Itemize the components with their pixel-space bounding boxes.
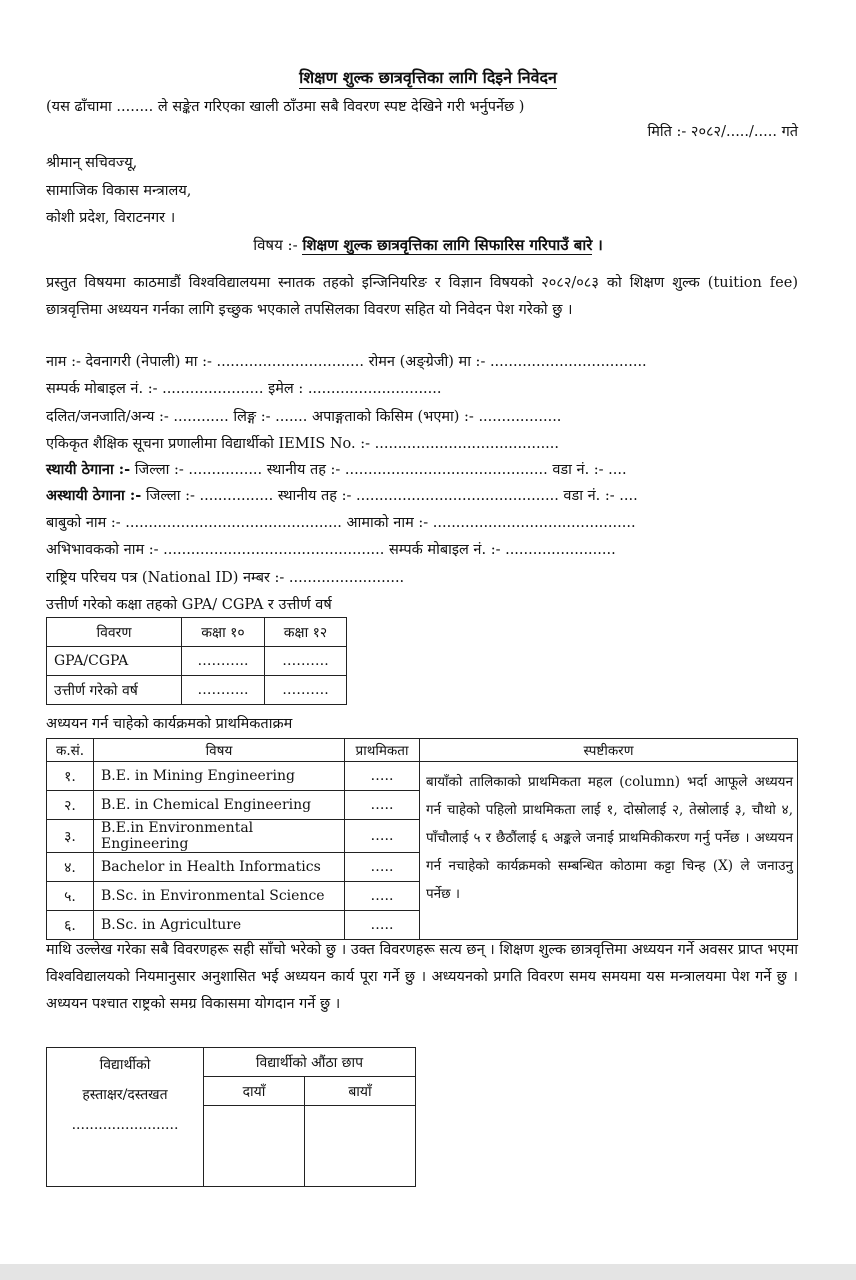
program-header-subject: विषय (94, 739, 345, 762)
subject-end: । (597, 236, 603, 254)
program-priority-cell[interactable]: ….. (345, 762, 420, 791)
left-thumb-box[interactable] (305, 1106, 416, 1187)
right-thumb-box[interactable] (204, 1106, 305, 1187)
gpa-header-detail: विवरण (47, 618, 182, 647)
student-signature-label-1: विद्यार्थीको (99, 1057, 151, 1073)
program-priority-cell[interactable]: ….. (345, 882, 420, 911)
signature-table (46, 1047, 416, 1187)
contact-field[interactable]: सम्पर्क मोबाइल नं. :- ...................... इमेल : ............................. (46, 381, 442, 397)
program-name: B.E. in Mining Engineering (94, 762, 345, 791)
temporary-address-blanks[interactable]: जिल्ला :- ................ स्थानीय तह :- ............................................ वडा नं. :- .... (141, 488, 638, 504)
declaration-paragraph: माथि उल्लेख गरेका सबै विवरणहरू सही साँचो भरेको छु । उक्त विवरणहरू सत्य छन् । शिक्षण शुल्क छात्रवृत्तिमा अध्ययन गर्ने अवसर प्राप्त भएमा विश्वविद्यालयको नियमानुसार अनुशासित भई अध्ययन कार्य पूरा गर्ने छु । अध्ययनको प्रगति विवरण समय समयमा यस मन्त्रालयमा पेश गर्ने छु । अध्ययन पश्चात राष्ट्रको समग्र विकासमा योगदान गर्ने छु । (46, 942, 798, 1012)
program-header-explanation: स्पष्टीकरण (420, 739, 798, 762)
address-line-1: श्रीमान् सचिवज्यू, (46, 155, 138, 171)
temporary-address-label: अस्थायी ठेगाना :- (46, 487, 142, 504)
program-sn: १. (47, 762, 94, 791)
gpa-class12-cell[interactable]: ………. (265, 647, 347, 676)
program-priority-cell[interactable]: ….. (345, 820, 420, 853)
gpa-header-class12: कक्षा १२ (265, 618, 347, 647)
address-line-2: सामाजिक विकास मन्त्रालय, (46, 183, 192, 199)
iemis-field[interactable]: एकिकृत शैक्षिक सूचना प्रणालीमा विद्यार्थीको IEMIS No. :- ........................................ (46, 436, 560, 452)
instruction-text: (यस ढाँचामा ........ ले सङ्केत गरिएका खाली ठाँउमा सबै विवरण स्पष्ट देखिने गरी भर्नुपर्नेछ ) (46, 99, 525, 115)
guardian-field[interactable]: अभिभावकको नाम :- ................................................ सम्पर्क मोबाइल नं. :- ........................ (46, 542, 616, 558)
program-name: Bachelor in Health Informatics (94, 853, 345, 882)
program-priority-cell[interactable]: ….. (345, 911, 420, 940)
parents-field[interactable]: बाबुको नाम :- ............................................... आमाको नाम :- ............................................ (46, 515, 636, 531)
program-sn: ४. (47, 853, 94, 882)
program-sn: २. (47, 791, 94, 820)
program-priority-table (46, 738, 798, 940)
permanent-address-label: स्थायी ठेगाना :- (46, 461, 131, 478)
national-id-field[interactable]: राष्ट्रिय परिचय पत्र (National ID) नम्बर :- ......................... (46, 570, 405, 586)
program-priority-cell[interactable]: ….. (345, 791, 420, 820)
temporary-address-field[interactable] (46, 487, 638, 505)
program-priority-cell[interactable]: ….. (345, 853, 420, 882)
program-sn: ५. (47, 882, 94, 911)
program-name: B.E. in Chemical Engineering (94, 791, 345, 820)
right-thumb-header: दायाँ (204, 1077, 305, 1106)
left-thumb-header: बायाँ (305, 1077, 416, 1106)
program-explanation-note: बायाँको तालिकाको प्राथमिकता महल (column) भर्दा आफूले अध्ययन गर्न चाहेको पहिलो प्राथमिकता लाई १, दोस्रोलाई २, तेस्रोलाई ३, चौथो ४, पाँचौलाई ५ र छैठौंलाई ६ अङ्कले जनाई प्राथमिकीकरण गर्नु पर्नेछ । अध्ययन गर्न नचाहेको कार्यक्रमको सम्बन्धित कोठामा कट्टा चिन्ह (X) ले जनाउनु पर्नेछ । (420, 762, 798, 940)
table-row (47, 676, 347, 705)
gpa-caption: उत्तीर्ण गरेको कक्षा तहको GPA/ CGPA र उत्तीर्ण वर्ष (46, 597, 332, 613)
signature-dots: ........................ (71, 1117, 179, 1133)
program-sn: ३. (47, 820, 94, 853)
pass-year-class12-cell[interactable]: ………. (265, 676, 347, 705)
form-title: शिक्षण शुल्क छात्रवृत्तिका लागि दिइने निवेदन (299, 68, 557, 87)
subject-label: विषय :- (253, 236, 298, 254)
subject-line (0, 236, 856, 254)
date-line: मिति :- २०८२/...../..... गते (647, 124, 798, 140)
program-name: B.E.in Environmental Engineering (94, 820, 345, 853)
gpa-row-label: GPA/CGPA (47, 647, 182, 676)
intro-paragraph: प्रस्तुत विषयमा काठमाडौं विश्वविद्यालयमा स्नातक तहको इन्जिनियरिङ र विज्ञान विषयको २०८२/०८३ को शिक्षण शुल्क (tuition fee) छात्रवृत्तिमा अध्ययन गर्नका लागि इच्छुक भएकाले तपसिलका विवरण सहित यो निवेदन पेश गरेको छु । (46, 275, 798, 318)
name-field[interactable]: नाम :- देवनागरी (नेपाली) मा :- ................................ रोमन (अङ्ग्रेजी) मा :- .................................. (46, 354, 647, 370)
student-signature-cell[interactable] (47, 1048, 204, 1187)
permanent-address-field[interactable] (46, 461, 627, 479)
program-name: B.Sc. in Environmental Science (94, 882, 345, 911)
program-sn: ६. (47, 911, 94, 940)
gpa-header-class10: कक्षा १० (182, 618, 265, 647)
subject-text: शिक्षण शुल्क छात्रवृत्तिका लागि सिफारिस गरिपाउँ बारे (302, 236, 593, 254)
program-name: B.Sc. in Agriculture (94, 911, 345, 940)
table-row (47, 762, 798, 791)
program-header-sn: क.सं. (47, 739, 94, 762)
permanent-address-blanks[interactable]: जिल्ला :- ................ स्थानीय तह :- ............................................ वडा नं. :- .... (130, 462, 627, 478)
bottom-strip (0, 1264, 856, 1280)
caste-gender-field[interactable]: दलित/जनजाति/अन्य :- ............ लिङ्ग :- ....... अपाङ्गताको किसिम (भएमा) :- .................. (46, 409, 562, 425)
pass-year-class10-cell[interactable]: ……….. (182, 676, 265, 705)
pass-year-row-label: उत्तीर्ण गरेको वर्ष (47, 676, 182, 705)
student-signature-label-2: हस्ताक्षर/दस्तखत (82, 1087, 168, 1103)
thumb-print-header: विद्यार्थीको औंठा छाप (204, 1048, 416, 1077)
gpa-table (46, 617, 347, 705)
gpa-class10-cell[interactable]: ……….. (182, 647, 265, 676)
program-header-priority: प्राथमिकता (345, 739, 420, 762)
table-row (47, 647, 347, 676)
program-caption: अध्ययन गर्न चाहेको कार्यक्रमको प्राथमिकताक्रम (46, 716, 293, 732)
address-line-3: कोशी प्रदेश, विराटनगर । (46, 210, 176, 226)
